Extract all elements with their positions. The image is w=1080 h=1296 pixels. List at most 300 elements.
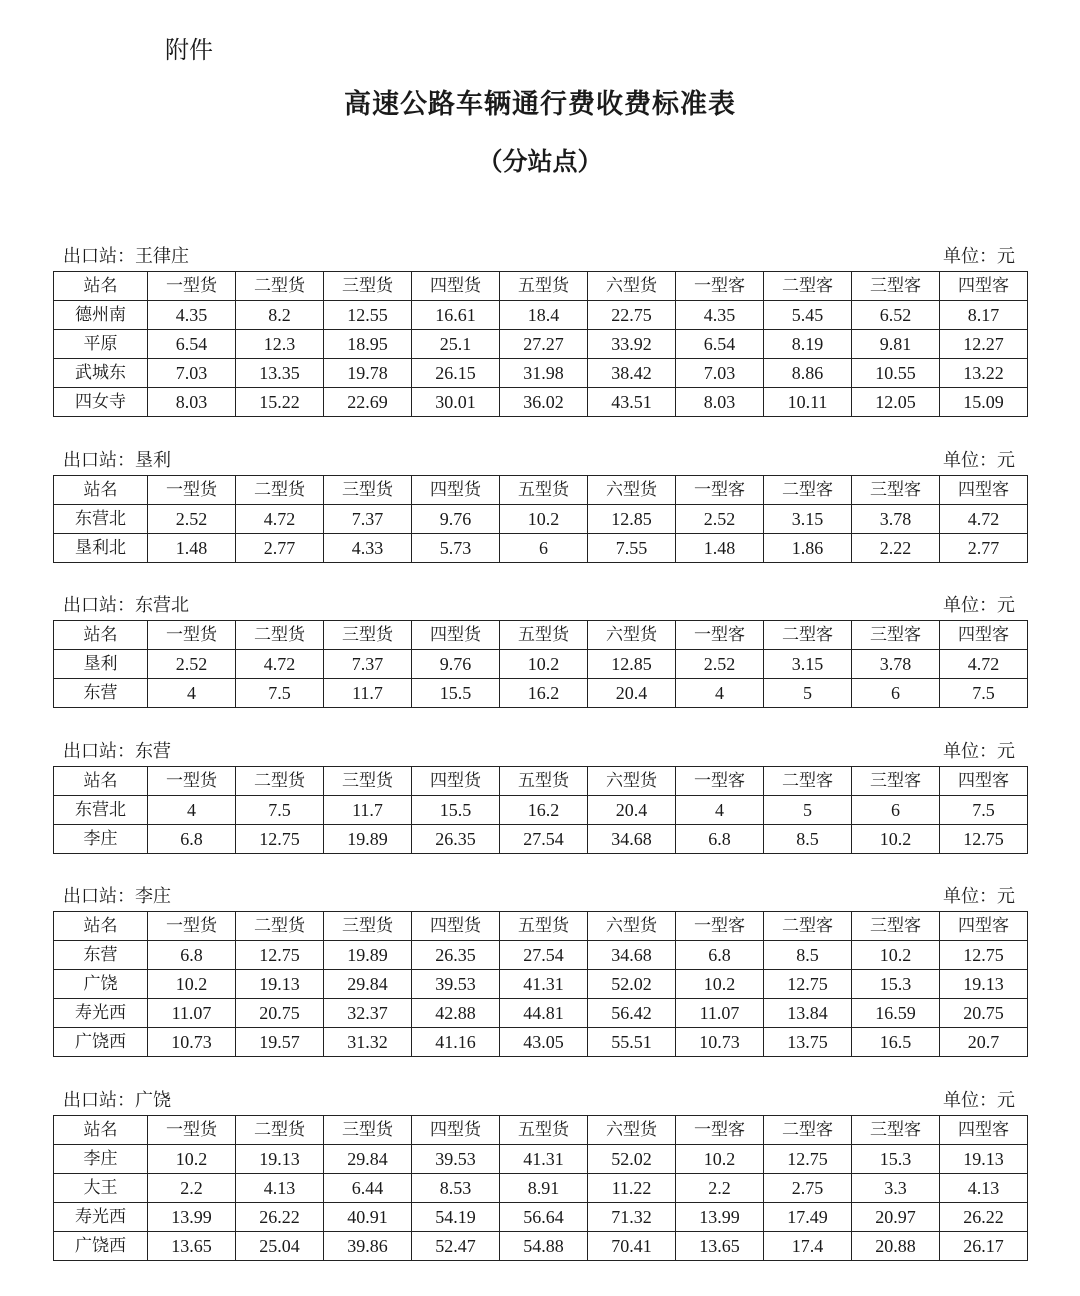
column-header: 站名 (54, 272, 148, 301)
station-name-cell: 寿光西 (54, 1203, 148, 1232)
toll-value-cell: 17.49 (764, 1203, 852, 1232)
toll-value-cell: 10.73 (148, 1028, 236, 1057)
table-row (54, 1028, 1028, 1057)
toll-value-cell: 27.54 (500, 825, 588, 854)
toll-section (53, 883, 1027, 1057)
toll-value-cell: 4.35 (148, 301, 236, 330)
column-header: 一型货 (148, 1116, 236, 1145)
toll-value-cell: 6.8 (148, 825, 236, 854)
toll-value-cell: 31.32 (324, 1028, 412, 1057)
toll-value-cell: 10.55 (852, 359, 940, 388)
toll-value-cell: 1.48 (148, 534, 236, 563)
toll-value-cell: 8.03 (676, 388, 764, 417)
table-header-row (54, 621, 1028, 650)
station-name-cell: 垦利北 (54, 534, 148, 563)
toll-value-cell: 38.42 (588, 359, 676, 388)
unit-label: 单位：元 (943, 1090, 1015, 1111)
column-header: 三型客 (852, 767, 940, 796)
toll-value-cell: 6.8 (676, 941, 764, 970)
toll-value-cell: 13.75 (764, 1028, 852, 1057)
toll-value-cell: 12.75 (764, 1145, 852, 1174)
toll-value-cell: 6.44 (324, 1174, 412, 1203)
column-header: 三型客 (852, 621, 940, 650)
station-name-cell: 李庄 (54, 825, 148, 854)
column-header: 二型客 (764, 1116, 852, 1145)
station-name-cell: 广饶 (54, 970, 148, 999)
toll-value-cell: 6 (852, 796, 940, 825)
toll-value-cell: 8.5 (764, 941, 852, 970)
toll-value-cell: 1.48 (676, 534, 764, 563)
section-header (53, 1087, 1027, 1115)
toll-value-cell: 7.03 (676, 359, 764, 388)
toll-value-cell: 12.75 (236, 941, 324, 970)
toll-value-cell: 10.2 (852, 941, 940, 970)
toll-value-cell: 33.92 (588, 330, 676, 359)
toll-value-cell: 10.2 (148, 1145, 236, 1174)
column-header: 一型货 (148, 912, 236, 941)
table-header-row (54, 272, 1028, 301)
column-header: 站名 (54, 912, 148, 941)
toll-value-cell: 20.75 (940, 999, 1028, 1028)
toll-value-cell: 27.27 (500, 330, 588, 359)
toll-value-cell: 12.85 (588, 650, 676, 679)
column-header: 四型客 (940, 1116, 1028, 1145)
toll-value-cell: 13.35 (236, 359, 324, 388)
column-header: 二型客 (764, 476, 852, 505)
toll-value-cell: 26.22 (236, 1203, 324, 1232)
toll-value-cell: 56.64 (500, 1203, 588, 1232)
toll-value-cell: 16.2 (500, 679, 588, 708)
toll-value-cell: 9.76 (412, 505, 500, 534)
toll-value-cell: 43.05 (500, 1028, 588, 1057)
toll-value-cell: 3.78 (852, 505, 940, 534)
toll-value-cell: 32.37 (324, 999, 412, 1028)
toll-value-cell: 7.37 (324, 650, 412, 679)
exit-station-label: 出口站：广饶 (63, 1090, 171, 1111)
toll-value-cell: 36.02 (500, 388, 588, 417)
toll-value-cell: 19.13 (236, 970, 324, 999)
column-header: 一型客 (676, 272, 764, 301)
column-header: 一型货 (148, 621, 236, 650)
toll-value-cell: 26.35 (412, 941, 500, 970)
toll-value-cell: 7.37 (324, 505, 412, 534)
column-header: 三型货 (324, 272, 412, 301)
column-header: 六型货 (588, 272, 676, 301)
toll-value-cell: 2.2 (676, 1174, 764, 1203)
station-name-cell: 平原 (54, 330, 148, 359)
toll-value-cell: 9.81 (852, 330, 940, 359)
table-header-row (54, 476, 1028, 505)
toll-value-cell: 19.13 (940, 970, 1028, 999)
toll-value-cell: 13.22 (940, 359, 1028, 388)
table-row (54, 330, 1028, 359)
toll-value-cell: 13.99 (148, 1203, 236, 1232)
table-row (54, 1145, 1028, 1174)
section-header (53, 243, 1027, 271)
toll-value-cell: 12.27 (940, 330, 1028, 359)
column-header: 二型客 (764, 621, 852, 650)
toll-value-cell: 8.86 (764, 359, 852, 388)
column-header: 四型客 (940, 272, 1028, 301)
toll-value-cell: 34.68 (588, 825, 676, 854)
toll-value-cell: 26.15 (412, 359, 500, 388)
toll-value-cell: 7.5 (236, 679, 324, 708)
column-header: 五型货 (500, 767, 588, 796)
table-row (54, 999, 1028, 1028)
toll-value-cell: 3.15 (764, 650, 852, 679)
toll-value-cell: 12.75 (940, 941, 1028, 970)
column-header: 二型货 (236, 912, 324, 941)
table-row (54, 1232, 1028, 1261)
toll-value-cell: 4 (148, 679, 236, 708)
toll-value-cell: 6.54 (676, 330, 764, 359)
toll-value-cell: 2.2 (148, 1174, 236, 1203)
toll-value-cell: 7.5 (236, 796, 324, 825)
toll-value-cell: 30.01 (412, 388, 500, 417)
toll-value-cell: 2.75 (764, 1174, 852, 1203)
toll-value-cell: 16.59 (852, 999, 940, 1028)
exit-station-label: 出口站：李庄 (63, 886, 171, 907)
toll-value-cell: 6.8 (148, 941, 236, 970)
station-name-cell: 德州南 (54, 301, 148, 330)
column-header: 一型客 (676, 1116, 764, 1145)
column-header: 一型客 (676, 912, 764, 941)
toll-value-cell: 41.16 (412, 1028, 500, 1057)
toll-table (53, 620, 1028, 708)
station-name-cell: 李庄 (54, 1145, 148, 1174)
toll-value-cell: 6.8 (676, 825, 764, 854)
toll-value-cell: 5.73 (412, 534, 500, 563)
toll-value-cell: 18.4 (500, 301, 588, 330)
column-header: 四型货 (412, 476, 500, 505)
toll-value-cell: 15.3 (852, 970, 940, 999)
column-header: 站名 (54, 621, 148, 650)
column-header: 六型货 (588, 912, 676, 941)
column-header: 四型货 (412, 272, 500, 301)
toll-value-cell: 25.1 (412, 330, 500, 359)
page-title: 高速公路车辆通行费收费标准表 (344, 89, 736, 120)
table-header-row (54, 1116, 1028, 1145)
column-header: 一型货 (148, 767, 236, 796)
toll-value-cell: 29.84 (324, 1145, 412, 1174)
toll-value-cell: 19.89 (324, 825, 412, 854)
toll-value-cell: 13.84 (764, 999, 852, 1028)
toll-value-cell: 20.75 (236, 999, 324, 1028)
column-header: 五型货 (500, 272, 588, 301)
toll-value-cell: 39.86 (324, 1232, 412, 1261)
table-header-row (54, 767, 1028, 796)
toll-value-cell: 34.68 (588, 941, 676, 970)
toll-value-cell: 26.22 (940, 1203, 1028, 1232)
toll-value-cell: 4 (148, 796, 236, 825)
column-header: 一型货 (148, 272, 236, 301)
toll-value-cell: 8.19 (764, 330, 852, 359)
table-row (54, 388, 1028, 417)
toll-value-cell: 22.75 (588, 301, 676, 330)
table-row (54, 534, 1028, 563)
station-name-cell: 东营北 (54, 505, 148, 534)
toll-value-cell: 4.35 (676, 301, 764, 330)
exit-station-label: 出口站：王律庄 (63, 246, 189, 267)
column-header: 四型客 (940, 767, 1028, 796)
toll-value-cell: 2.77 (236, 534, 324, 563)
section-header (53, 738, 1027, 766)
table-row (54, 970, 1028, 999)
toll-value-cell: 10.2 (500, 505, 588, 534)
toll-value-cell: 15.22 (236, 388, 324, 417)
toll-value-cell: 5 (764, 679, 852, 708)
toll-value-cell: 8.2 (236, 301, 324, 330)
toll-value-cell: 10.11 (764, 388, 852, 417)
exit-station-label: 出口站：东营 (63, 741, 171, 762)
toll-value-cell: 2.52 (148, 650, 236, 679)
toll-value-cell: 20.7 (940, 1028, 1028, 1057)
station-name-cell: 大王 (54, 1174, 148, 1203)
toll-section (53, 592, 1027, 708)
toll-value-cell: 10.2 (148, 970, 236, 999)
toll-value-cell: 6.54 (148, 330, 236, 359)
toll-value-cell: 2.52 (676, 505, 764, 534)
toll-value-cell: 71.32 (588, 1203, 676, 1232)
toll-table (53, 766, 1028, 854)
toll-section (53, 1087, 1027, 1261)
toll-value-cell: 12.55 (324, 301, 412, 330)
section-header (53, 592, 1027, 620)
toll-value-cell: 8.5 (764, 825, 852, 854)
toll-value-cell: 54.19 (412, 1203, 500, 1232)
toll-value-cell: 15.3 (852, 1145, 940, 1174)
station-name-cell: 东营 (54, 679, 148, 708)
toll-value-cell: 8.17 (940, 301, 1028, 330)
column-header: 二型客 (764, 767, 852, 796)
toll-value-cell: 13.99 (676, 1203, 764, 1232)
column-header: 四型货 (412, 621, 500, 650)
toll-value-cell: 54.88 (500, 1232, 588, 1261)
column-header: 六型货 (588, 476, 676, 505)
toll-value-cell: 4.72 (236, 505, 324, 534)
toll-value-cell: 10.73 (676, 1028, 764, 1057)
toll-value-cell: 16.61 (412, 301, 500, 330)
toll-value-cell: 6 (852, 679, 940, 708)
unit-label: 单位：元 (943, 246, 1015, 267)
toll-value-cell: 20.88 (852, 1232, 940, 1261)
column-header: 三型客 (852, 272, 940, 301)
column-header: 五型货 (500, 476, 588, 505)
toll-value-cell: 19.13 (236, 1145, 324, 1174)
toll-value-cell: 4.33 (324, 534, 412, 563)
toll-value-cell: 12.3 (236, 330, 324, 359)
column-header: 四型货 (412, 912, 500, 941)
toll-value-cell: 18.95 (324, 330, 412, 359)
toll-value-cell: 17.4 (764, 1232, 852, 1261)
table-row (54, 796, 1028, 825)
station-name-cell: 广饶西 (54, 1028, 148, 1057)
toll-value-cell: 7.03 (148, 359, 236, 388)
toll-value-cell: 11.22 (588, 1174, 676, 1203)
toll-value-cell: 52.02 (588, 970, 676, 999)
toll-value-cell: 26.35 (412, 825, 500, 854)
station-name-cell: 东营北 (54, 796, 148, 825)
toll-value-cell: 7.55 (588, 534, 676, 563)
station-name-cell: 广饶西 (54, 1232, 148, 1261)
column-header: 三型客 (852, 912, 940, 941)
toll-value-cell: 10.2 (676, 970, 764, 999)
column-header: 站名 (54, 1116, 148, 1145)
exit-station-label: 出口站：东营北 (63, 595, 189, 616)
toll-value-cell: 10.2 (852, 825, 940, 854)
unit-label: 单位：元 (943, 741, 1015, 762)
toll-value-cell: 7.5 (940, 796, 1028, 825)
toll-value-cell: 1.86 (764, 534, 852, 563)
toll-value-cell: 3.15 (764, 505, 852, 534)
column-header: 三型货 (324, 476, 412, 505)
toll-value-cell: 11.07 (676, 999, 764, 1028)
toll-value-cell: 26.17 (940, 1232, 1028, 1261)
toll-value-cell: 4 (676, 679, 764, 708)
column-header: 一型客 (676, 621, 764, 650)
station-name-cell: 寿光西 (54, 999, 148, 1028)
column-header: 五型货 (500, 621, 588, 650)
section-header (53, 447, 1027, 475)
toll-value-cell: 43.51 (588, 388, 676, 417)
toll-value-cell: 6 (500, 534, 588, 563)
toll-value-cell: 4 (676, 796, 764, 825)
column-header: 二型货 (236, 767, 324, 796)
column-header: 四型客 (940, 621, 1028, 650)
station-name-cell: 东营 (54, 941, 148, 970)
toll-value-cell: 42.88 (412, 999, 500, 1028)
station-name-cell: 武城东 (54, 359, 148, 388)
column-header: 三型货 (324, 912, 412, 941)
column-header: 六型货 (588, 1116, 676, 1145)
column-header: 三型货 (324, 767, 412, 796)
column-header: 六型货 (588, 767, 676, 796)
toll-value-cell: 15.5 (412, 679, 500, 708)
toll-value-cell: 16.2 (500, 796, 588, 825)
column-header: 三型货 (324, 621, 412, 650)
column-header: 三型货 (324, 1116, 412, 1145)
column-header: 二型客 (764, 272, 852, 301)
toll-value-cell: 8.53 (412, 1174, 500, 1203)
toll-value-cell: 40.91 (324, 1203, 412, 1232)
table-row (54, 1174, 1028, 1203)
toll-value-cell: 19.89 (324, 941, 412, 970)
toll-value-cell: 12.85 (588, 505, 676, 534)
toll-value-cell: 19.78 (324, 359, 412, 388)
toll-value-cell: 7.5 (940, 679, 1028, 708)
toll-value-cell: 56.42 (588, 999, 676, 1028)
column-header: 一型客 (676, 767, 764, 796)
toll-value-cell: 5.45 (764, 301, 852, 330)
toll-value-cell: 4.13 (940, 1174, 1028, 1203)
toll-value-cell: 15.09 (940, 388, 1028, 417)
toll-value-cell: 22.69 (324, 388, 412, 417)
toll-value-cell: 12.05 (852, 388, 940, 417)
toll-value-cell: 13.65 (676, 1232, 764, 1261)
unit-label: 单位：元 (943, 595, 1015, 616)
page-subtitle: （分站点） (477, 147, 603, 176)
column-header: 站名 (54, 476, 148, 505)
toll-value-cell: 20.4 (588, 679, 676, 708)
toll-value-cell: 2.77 (940, 534, 1028, 563)
toll-value-cell: 4.72 (940, 650, 1028, 679)
toll-value-cell: 39.53 (412, 970, 500, 999)
column-header: 二型货 (236, 1116, 324, 1145)
toll-value-cell: 25.04 (236, 1232, 324, 1261)
column-header: 四型货 (412, 1116, 500, 1145)
toll-value-cell: 44.81 (500, 999, 588, 1028)
column-header: 六型货 (588, 621, 676, 650)
toll-value-cell: 11.7 (324, 679, 412, 708)
section-header (53, 883, 1027, 911)
table-row (54, 650, 1028, 679)
toll-value-cell: 13.65 (148, 1232, 236, 1261)
column-header: 三型客 (852, 476, 940, 505)
table-row (54, 679, 1028, 708)
toll-value-cell: 10.2 (500, 650, 588, 679)
toll-value-cell: 5 (764, 796, 852, 825)
station-name-cell: 四女寺 (54, 388, 148, 417)
toll-value-cell: 6.52 (852, 301, 940, 330)
toll-value-cell: 11.7 (324, 796, 412, 825)
column-header: 五型货 (500, 1116, 588, 1145)
table-row (54, 301, 1028, 330)
column-header: 二型客 (764, 912, 852, 941)
toll-section (53, 738, 1027, 854)
column-header: 五型货 (500, 912, 588, 941)
toll-value-cell: 8.91 (500, 1174, 588, 1203)
column-header: 三型客 (852, 1116, 940, 1145)
toll-value-cell: 4.72 (236, 650, 324, 679)
table-row (54, 505, 1028, 534)
toll-value-cell: 12.75 (236, 825, 324, 854)
toll-value-cell: 52.47 (412, 1232, 500, 1261)
toll-value-cell: 55.51 (588, 1028, 676, 1057)
toll-value-cell: 52.02 (588, 1145, 676, 1174)
toll-value-cell: 2.22 (852, 534, 940, 563)
table-row (54, 1203, 1028, 1232)
unit-label: 单位：元 (943, 886, 1015, 907)
toll-section (53, 447, 1027, 563)
toll-value-cell: 39.53 (412, 1145, 500, 1174)
column-header: 二型货 (236, 476, 324, 505)
toll-value-cell: 15.5 (412, 796, 500, 825)
toll-table (53, 1115, 1028, 1261)
table-row (54, 941, 1028, 970)
station-name-cell: 垦利 (54, 650, 148, 679)
toll-value-cell: 4.72 (940, 505, 1028, 534)
column-header: 一型货 (148, 476, 236, 505)
toll-value-cell: 19.13 (940, 1145, 1028, 1174)
toll-value-cell: 12.75 (764, 970, 852, 999)
unit-label: 单位：元 (943, 450, 1015, 471)
column-header: 站名 (54, 767, 148, 796)
table-row (54, 359, 1028, 388)
toll-value-cell: 11.07 (148, 999, 236, 1028)
toll-value-cell: 3.78 (852, 650, 940, 679)
toll-value-cell: 16.5 (852, 1028, 940, 1057)
toll-table (53, 475, 1028, 563)
table-header-row (54, 912, 1028, 941)
toll-value-cell: 29.84 (324, 970, 412, 999)
column-header: 四型客 (940, 476, 1028, 505)
toll-value-cell: 41.31 (500, 970, 588, 999)
exit-station-label: 出口站：垦利 (63, 450, 171, 471)
toll-value-cell: 9.76 (412, 650, 500, 679)
toll-table (53, 271, 1028, 417)
table-row (54, 825, 1028, 854)
toll-value-cell: 20.97 (852, 1203, 940, 1232)
